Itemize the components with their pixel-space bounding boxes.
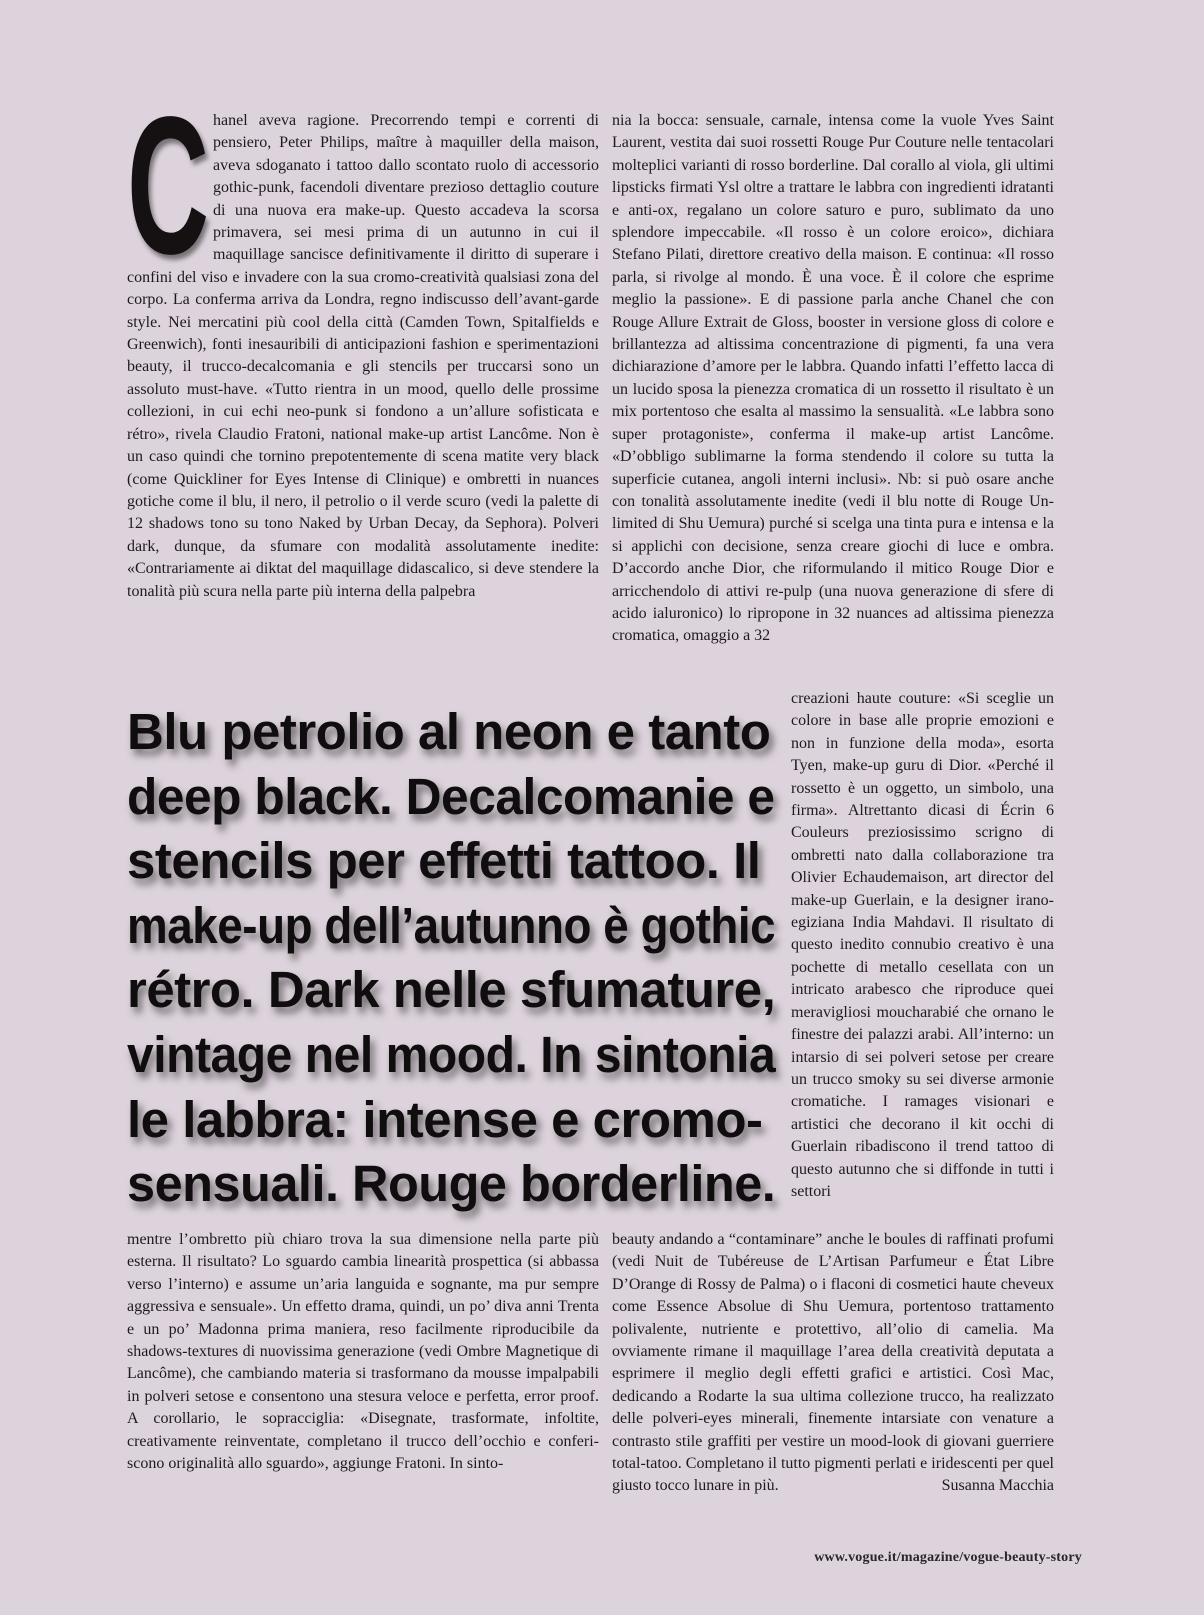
article-text-top-right: nia la bocca: sensuale, carnale, intensa come la vuole Yves Saint Laurent, vestita dai suoi rossetti Rouge Pur Couture nelle tentacolari molteplici varianti di rosso borderline. Dal corallo al viola, gli ultimi lipsticks firmati Ysl oltre a trattare le labbra con ingredienti idratanti e anti-ox, regalano un colore saturo e puro, sublimato da uno splendore impeccabile. «Il rosso è un colore eroico», dichiara Stefano Pilati, direttore creativo della maison. E continua: «Il rosso parla, si rivolge al mondo. È una voce. È il colore che esprime meglio la passione». E di passione parla anche Chanel che con Rouge Allure Extrait de Gloss, booster in versione gloss di colore e brillantezza ad altissima concentrazione di pigmenti, fa una vera dichiarazione d’amore per le labbra. Quando infatti l’effetto lacca di un lucido sposa la pienezza cromatica di un rossetto il risultato è un mix portentoso che esalta al massimo la sensualità. «Le labbra sono super protagoniste», conferma il make-up artist Lancôme. «D’obbligo sublimarne la forma stendendo il colore su tutta la superficie cutanea, angoli interni inclusi». Nb: si può osare anche con tonalità assolutamente inedite (vedi il blu notte di Rouge Unlimited di Shu Uemura) purché si scelga una tinta pura e intensa e la si applichi con decisione, senza creare giochi di luce e ombra. D’accordo anche Dior, che riformulando il mitico Rouge Dior e arricchendolo di attivi re-pulp (una nuova generazione di sfere di acido ialuronico) lo ripropone in 32 nuances ad altissima pienezza cromatica, omaggio a 32 — [612, 112, 1054, 645]
article-column-top-right — [612, 110, 1054, 648]
pull-quote-line: rétro. Dark nelle sfumature, — [127, 961, 776, 1019]
pull-quote-line: vintage nel mood. In sintonia — [127, 1025, 776, 1083]
footer-url: www.vogue.it/magazine/vogue-beauty-story — [814, 1550, 1082, 1565]
article-text-top-left: hanel aveva ragione. Precorrendo tempi e correnti di pensiero, Peter Philips, maître à maquiller della maison, aveva sdoganato i tattoo dallo scontato ruolo di accessorio gothic-punk, facendoli diventare prezioso dettaglio couture di una nuova era make-up. Questo accadeva la scorsa primavera, sei mesi prima di un autunno in cui il maquillage sancisce definitivamente il diritto di superare i confini del viso e invadere con la sua cromo-creatività qualsiasi zona del corpo. La conferma arriva da Londra, regno indiscusso dell’avant-garde style. Nei mercatini più cool della città (Camden Town, Spitalfields e Greenwich), fonti inesauribili di anticipazioni fashion e sperimentazioni beauty, il trucco-decalcomania e gli stencils per truccarsi sono un assoluto must-have. «Tutto rientra in un mood, quello delle prossime collezioni, in cui echi neo-punk si fondono a un’allure sofisticata e rétro», rivela Claudio Fratoni, national make-up artist Lancôme. Non è un caso quindi che tornino prepotentemente di scena matite very black (come Quickliner for Eyes Intense di Clinique) e ombretti in nuances gotiche come il blu, il nero, il petrolio o il verde scuro (vedi la palette di 12 shadows tono su tono Naked by Urban Decay, da Sephora). Polveri dark, dunque, da sfumare con modalità assolutamente inedite: «Contrariamente ai diktat del maquillage didascalico, si deve stendere la tonalità più scura nella parte più interna della palpebra — [127, 112, 599, 600]
pull-quote-line: le labbra: intense e cromo- — [127, 1090, 763, 1148]
article-text-mid-right: creazioni haute couture: «Si sceglie un colore in base alle proprie emozioni e non in funzione della moda», esorta Tyen, make-up guru di Dior. «Perché il rossetto è un oggetto, un simbolo, una firma». Altrettanto dicasi di Écrin 6 Couleurs preziosissimo scrigno di ombretti nato dalla collaborazione tra Olivier Echaudemaison, art director del make-up Guerlain, e la designer irano-egiziana India Mahdavi. Il risultato di questo inedito connubio creativo è una pochette di metallo cesellata con un intricato arabesco che riproduce quei meravigliosi moucharabié che ornano le finestre dei palazzi arabi. All’interno: un intarsio di sei polveri setose per creare un trucco smoky su sei diverse armonie cromatiche. I ramages visionari e artistici che decorano il kit occhi di Guerlain ribadiscono il trend tattoo di questo autunno che si diffonde in tutti i settori — [791, 690, 1054, 1200]
pull-quote-line: make-up dell’autunno è gothic — [127, 896, 776, 954]
pull-quote-line: deep black. Decalcomanie e — [127, 767, 775, 825]
article-column-top-left — [127, 76, 599, 603]
article-column-mid-right — [791, 688, 1054, 1203]
article-text-bottom-right-body: beauty andando a “contaminare” anche le boules di raffinati profumi (vedi Nuit de Tubéreuse de L’Artisan Parfumeur e État Libre D’Orange di Rossy de Palma) o i flaconi di cosmetici haute cheveux come Essence Absolue di Shu Uemura, portentoso trattamento polivalente, nutriente e protettivo, all’olio di camelia. Ma ovviamente rimane il maquillage l’area della creatività deputata a esprimere il meglio degli effetti grafici e artistici. Così Mac, dedicando a Rodarte la sua ultima collezione trucco, ha realizzato delle polveri-eyes minerali, finemente intarsiate con venature a contrasto stile graffiti per vestire un mood-look di giovani guerriere total-tatoo. Completano il tutto pigmenti perlati e iridescenti per quel giusto tocco lunare in più. — [612, 1231, 1054, 1495]
article-column-bottom-left — [127, 1229, 599, 1475]
drop-cap: C — [127, 76, 210, 295]
pull-quote-line: stencils per effetti tattoo. Il — [127, 832, 761, 890]
pull-quote — [127, 700, 775, 1217]
pull-quote-line: Blu petrolio al neon e tanto — [127, 703, 771, 760]
author-byline: Susanna Macchia — [941, 1477, 1054, 1495]
article-text-bottom-right — [612, 1229, 1054, 1498]
article-text-bottom-left: mentre l’ombretto più chiaro trova la sua dimensione nella parte più esterna. Il risultato? Lo sguardo cambia linearità prospettica (si abbassa verso l’interno) e assume un’aria languida e sognante, ma pur sempre aggressiva e sensuale». Un effetto drama, quindi, un po’ diva anni Trenta e un po’ Madonna prima maniera, reso facilmente riproducibile da shadows-textures di nuovissima generazione (vedi Ombre Magnetique di Lancôme), che cambiando materia si trasformano da mousse impalpabili in polveri setose e consentono una stesura veloce e perfetta, error proof. A corollario, le sopracciglia: «Disegnate, trasformate, infoltite, creativamente reinventate, completano il trucco dell’occhio e conferiscono originalità allo sguardo», aggiunge Fratoni. In sinto- — [127, 1231, 599, 1473]
pull-quote-line: sensuali. Rouge borderline. — [127, 1155, 776, 1213]
article-column-bottom-right — [612, 1229, 1054, 1498]
